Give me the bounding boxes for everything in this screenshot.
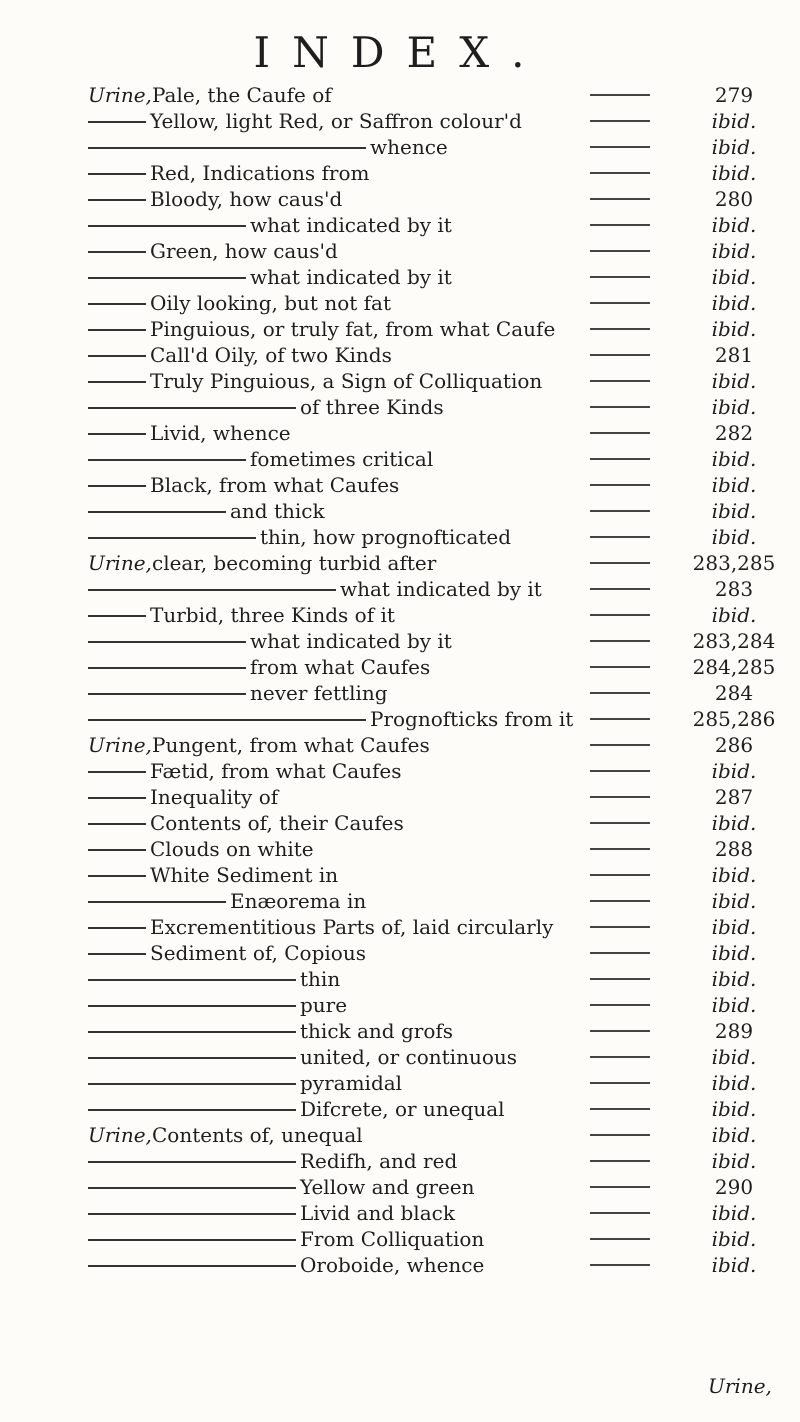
entry-text: Livid and black xyxy=(300,1201,455,1225)
ditto-rule xyxy=(88,771,146,773)
page-ref: ibid. xyxy=(711,759,757,783)
entry-text: Black, from what Caufes xyxy=(150,473,400,497)
ditto-rule xyxy=(88,1213,296,1215)
ditto-rule xyxy=(88,693,246,695)
ditto-rule xyxy=(88,511,226,513)
ditto-rule xyxy=(88,901,226,903)
entry-text: Excrementitious Parts of, laid circularly xyxy=(150,915,554,939)
page-ref: 289 xyxy=(714,1019,754,1043)
entry-text: thin xyxy=(300,967,341,991)
ditto-rule xyxy=(88,121,146,123)
leader-rule xyxy=(590,1004,650,1006)
ditto-rule xyxy=(88,537,256,539)
page-ref: 284 xyxy=(714,681,754,705)
page-ref: ibid. xyxy=(711,1149,757,1173)
entry-head: Urine, xyxy=(88,83,152,107)
ditto-rule xyxy=(88,173,146,175)
page-ref: ibid. xyxy=(711,135,757,159)
ditto-rule xyxy=(88,875,146,877)
index-row xyxy=(0,1096,800,1122)
page-ref: ibid. xyxy=(711,213,757,237)
entry-text: Inequality of xyxy=(150,785,279,809)
index-row xyxy=(0,420,800,446)
page-ref: ibid. xyxy=(711,1253,757,1277)
index-row xyxy=(0,784,800,810)
index-row xyxy=(0,446,800,472)
page-ref: ibid. xyxy=(711,967,757,991)
leader-rule xyxy=(590,1134,650,1136)
ditto-rule xyxy=(88,1239,296,1241)
index-row xyxy=(0,914,800,940)
page-ref: ibid. xyxy=(711,525,757,549)
leader-rule xyxy=(590,510,650,512)
entry-text: whence xyxy=(370,135,448,159)
index-row xyxy=(0,394,800,420)
page-title: INDEX. xyxy=(253,28,547,77)
page-ref: ibid. xyxy=(711,1097,757,1121)
index-row xyxy=(0,1252,800,1278)
entry-text: From Colliquation xyxy=(300,1227,485,1251)
entry-text: Clouds on white xyxy=(150,837,314,861)
leader-rule xyxy=(590,198,650,200)
index-row xyxy=(0,992,800,1018)
ditto-rule xyxy=(88,1057,296,1059)
ditto-rule xyxy=(88,615,146,617)
index-row xyxy=(0,316,800,342)
page-ref: ibid. xyxy=(711,941,757,965)
index-row xyxy=(0,706,800,732)
index-row xyxy=(0,654,800,680)
index-row xyxy=(0,1200,800,1226)
ditto-rule xyxy=(88,719,366,721)
index-row xyxy=(0,966,800,992)
page-ref: 283 xyxy=(714,577,754,601)
leader-rule xyxy=(590,900,650,902)
leader-rule xyxy=(590,952,650,954)
entry-text: united, or continuous xyxy=(300,1045,518,1069)
page-ref: ibid. xyxy=(711,109,757,133)
index-row xyxy=(0,1174,800,1200)
leader-rule xyxy=(590,1108,650,1110)
ditto-rule xyxy=(88,407,296,409)
leader-rule xyxy=(590,1082,650,1084)
leader-rule xyxy=(590,458,650,460)
index-row xyxy=(0,82,800,108)
leader-rule xyxy=(590,822,650,824)
index-row xyxy=(0,550,800,576)
entry-text: what indicated by it xyxy=(340,577,542,601)
page-ref: ibid. xyxy=(711,915,757,939)
leader-rule xyxy=(590,692,650,694)
index-row xyxy=(0,940,800,966)
entry-text: Prognofticks from it xyxy=(370,707,574,731)
entry-text: Pungent, from what Caufes xyxy=(152,733,430,757)
entry-text: Oily looking, but not fat xyxy=(150,291,391,315)
page-ref: ibid. xyxy=(711,291,757,315)
page-ref: 283,285 xyxy=(692,551,776,575)
ditto-rule xyxy=(88,303,146,305)
leader-rule xyxy=(590,484,650,486)
leader-rule xyxy=(590,1030,650,1032)
index-row xyxy=(0,576,800,602)
ditto-rule xyxy=(88,459,246,461)
ditto-rule xyxy=(88,927,146,929)
ditto-rule xyxy=(88,485,146,487)
index-row xyxy=(0,602,800,628)
entry-text: Contents of, unequal xyxy=(152,1123,363,1147)
index-row xyxy=(0,290,800,316)
leader-rule xyxy=(590,640,650,642)
leader-rule xyxy=(590,666,650,668)
entry-text: Difcrete, or unequal xyxy=(300,1097,505,1121)
ditto-rule xyxy=(88,953,146,955)
entry-text: Contents of, their Caufes xyxy=(150,811,404,835)
entry-text: and thick xyxy=(230,499,325,523)
index-row xyxy=(0,888,800,914)
index-row xyxy=(0,186,800,212)
index-row xyxy=(0,1044,800,1070)
entry-text: Sediment of, Copious xyxy=(150,941,366,965)
entry-text: thick and grofs xyxy=(300,1019,454,1043)
leader-rule xyxy=(590,1160,650,1162)
entry-text: fometimes critical xyxy=(250,447,434,471)
entry-text: Bloody, how caus'd xyxy=(150,187,343,211)
ditto-rule xyxy=(88,355,146,357)
page-ref: 283,284 xyxy=(692,629,776,653)
index-row xyxy=(0,836,800,862)
entry-text: clear, becoming turbid after xyxy=(152,551,437,575)
index-row xyxy=(0,1226,800,1252)
entry-text: never fettling xyxy=(250,681,388,705)
leader-rule xyxy=(590,848,650,850)
page-ref: ibid. xyxy=(711,863,757,887)
entry-head: Urine, xyxy=(88,733,152,757)
page-ref: ibid. xyxy=(711,1227,757,1251)
page-ref: 279 xyxy=(714,83,754,107)
ditto-rule xyxy=(88,381,146,383)
page-ref: ibid. xyxy=(711,811,757,835)
leader-rule xyxy=(590,1238,650,1240)
page-ref: ibid. xyxy=(711,1045,757,1069)
index-row xyxy=(0,628,800,654)
leader-rule xyxy=(590,120,650,122)
entry-text: Call'd Oily, of two Kinds xyxy=(150,343,392,367)
entry-text: Pale, the Caufe of xyxy=(152,83,332,107)
ditto-rule xyxy=(88,433,146,435)
ditto-rule xyxy=(88,1265,296,1267)
leader-rule xyxy=(590,432,650,434)
ditto-rule xyxy=(88,1161,296,1163)
ditto-rule xyxy=(88,823,146,825)
entry-text: Fætid, from what Caufes xyxy=(150,759,402,783)
page-ref: 290 xyxy=(714,1175,754,1199)
index-row xyxy=(0,1018,800,1044)
entry-head: Urine, xyxy=(88,1123,152,1147)
page-ref: ibid. xyxy=(711,603,757,627)
entry-head: Urine, xyxy=(88,551,152,575)
page-ref: 288 xyxy=(714,837,754,861)
leader-rule xyxy=(590,588,650,590)
leader-rule xyxy=(590,718,650,720)
page-ref: ibid. xyxy=(711,499,757,523)
leader-rule xyxy=(590,562,650,564)
page-ref: ibid. xyxy=(711,395,757,419)
index-row xyxy=(0,498,800,524)
ditto-rule xyxy=(88,797,146,799)
entry-text: thin, how prognofticated xyxy=(260,525,512,549)
page-ref: ibid. xyxy=(711,993,757,1017)
page-ref: ibid. xyxy=(711,369,757,393)
page-ref: ibid. xyxy=(711,317,757,341)
entry-text: from what Caufes xyxy=(250,655,431,679)
ditto-rule xyxy=(88,589,336,591)
page-ref: ibid. xyxy=(711,447,757,471)
leader-rule xyxy=(590,1186,650,1188)
catchword: Urine, xyxy=(708,1374,772,1398)
entry-text: Yellow, light Red, or Saffron colour'd xyxy=(150,109,522,133)
leader-rule xyxy=(590,146,650,148)
leader-rule xyxy=(590,406,650,408)
page-ref: ibid. xyxy=(711,473,757,497)
entry-text: Red, Indications from xyxy=(150,161,370,185)
index-row xyxy=(0,342,800,368)
ditto-rule xyxy=(88,667,246,669)
page-ref: ibid. xyxy=(711,1071,757,1095)
leader-rule xyxy=(590,1056,650,1058)
leader-rule xyxy=(590,302,650,304)
entry-text: of three Kinds xyxy=(300,395,444,419)
leader-rule xyxy=(590,380,650,382)
ditto-rule xyxy=(88,1083,296,1085)
entry-text: Pinguious, or truly fat, from what Caufe xyxy=(150,317,556,341)
ditto-rule xyxy=(88,199,146,201)
leader-rule xyxy=(590,1212,650,1214)
leader-rule xyxy=(590,94,650,96)
ditto-rule xyxy=(88,1031,296,1033)
entry-text: White Sediment in xyxy=(150,863,339,887)
index-row xyxy=(0,134,800,160)
ditto-rule xyxy=(88,979,296,981)
entry-text: Enæorema in xyxy=(230,889,367,913)
page-ref: 280 xyxy=(714,187,754,211)
index-row xyxy=(0,810,800,836)
index-row xyxy=(0,264,800,290)
entry-text: Green, how caus'd xyxy=(150,239,338,263)
index-row xyxy=(0,472,800,498)
index-row xyxy=(0,524,800,550)
entry-text: Livid, whence xyxy=(150,421,291,445)
leader-rule xyxy=(590,224,650,226)
ditto-rule xyxy=(88,329,146,331)
entry-text: pure xyxy=(300,993,348,1017)
page-ref: ibid. xyxy=(711,161,757,185)
ditto-rule xyxy=(88,277,246,279)
index-row xyxy=(0,160,800,186)
page-ref: ibid. xyxy=(711,1201,757,1225)
leader-rule xyxy=(590,770,650,772)
index-row xyxy=(0,1148,800,1174)
entry-text: what indicated by it xyxy=(250,213,452,237)
leader-rule xyxy=(590,796,650,798)
entry-text: Oroboide, whence xyxy=(300,1253,485,1277)
page-ref: 286 xyxy=(714,733,754,757)
entry-text: pyramidal xyxy=(300,1071,403,1095)
index-row xyxy=(0,1070,800,1096)
ditto-rule xyxy=(88,1187,296,1189)
page-ref: 284,285 xyxy=(692,655,776,679)
index-row xyxy=(0,108,800,134)
ditto-rule xyxy=(88,225,246,227)
leader-rule xyxy=(590,328,650,330)
page-ref: 285,286 xyxy=(692,707,776,731)
ditto-rule xyxy=(88,849,146,851)
index-entries xyxy=(0,82,800,1278)
page-ref: ibid. xyxy=(711,239,757,263)
leader-rule xyxy=(590,536,650,538)
index-row xyxy=(0,238,800,264)
entry-text: Truly Pinguious, a Sign of Colliquation xyxy=(150,369,543,393)
leader-rule xyxy=(590,250,650,252)
ditto-rule xyxy=(88,1109,296,1111)
index-row xyxy=(0,862,800,888)
leader-rule xyxy=(590,354,650,356)
leader-rule xyxy=(590,744,650,746)
leader-rule xyxy=(590,614,650,616)
page-ref: 281 xyxy=(714,343,754,367)
ditto-rule xyxy=(88,1005,296,1007)
leader-rule xyxy=(590,172,650,174)
ditto-rule xyxy=(88,251,146,253)
index-row xyxy=(0,212,800,238)
entry-text: what indicated by it xyxy=(250,629,452,653)
ditto-rule xyxy=(88,641,246,643)
leader-rule xyxy=(590,926,650,928)
ditto-rule xyxy=(88,147,366,149)
leader-rule xyxy=(590,276,650,278)
index-row xyxy=(0,368,800,394)
index-row xyxy=(0,732,800,758)
entry-text: Redifh, and red xyxy=(300,1149,458,1173)
leader-rule xyxy=(590,978,650,980)
page-ref: 287 xyxy=(714,785,754,809)
index-row xyxy=(0,1122,800,1148)
page-ref: ibid. xyxy=(711,889,757,913)
page-ref: ibid. xyxy=(711,265,757,289)
leader-rule xyxy=(590,1264,650,1266)
index-row xyxy=(0,758,800,784)
page-ref: 282 xyxy=(714,421,754,445)
entry-text: what indicated by it xyxy=(250,265,452,289)
page-ref: ibid. xyxy=(711,1123,757,1147)
entry-text: Turbid, three Kinds of it xyxy=(150,603,395,627)
leader-rule xyxy=(590,874,650,876)
entry-text: Yellow and green xyxy=(300,1175,475,1199)
index-row xyxy=(0,680,800,706)
